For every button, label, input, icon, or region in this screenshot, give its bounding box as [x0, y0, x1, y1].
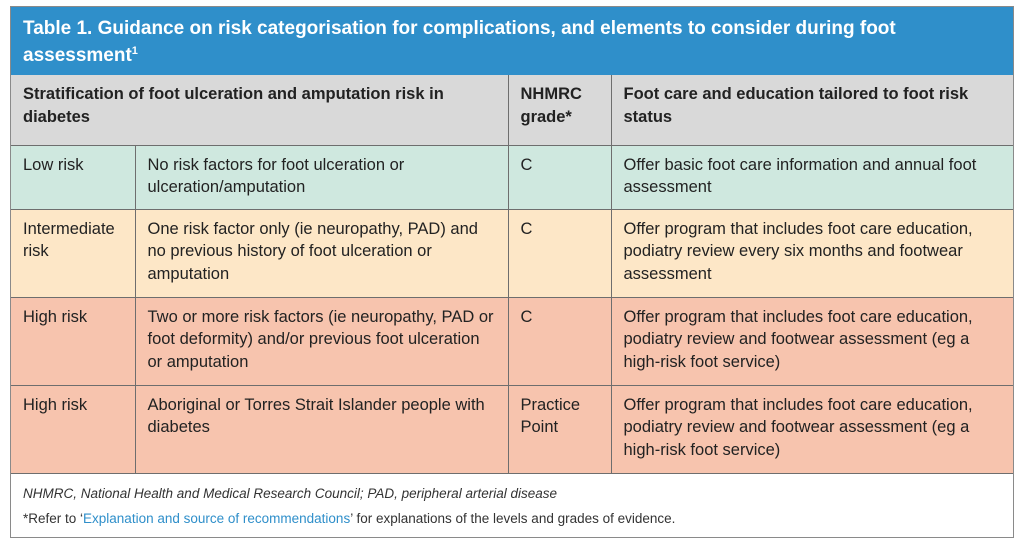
table-title — [11, 7, 1013, 75]
risk-category: Low risk — [11, 145, 135, 209]
foot-care-recommendation: Offer program that includes foot care education, podiatry review and footwear assessment (eg a high-risk foot service) — [611, 385, 1013, 473]
column-header-row — [11, 75, 1013, 145]
table-row — [11, 209, 1013, 297]
risk-description: One risk factor only (ie neuropathy, PAD) and no previous history of foot ulceration or amputation — [135, 209, 508, 297]
risk-table — [11, 75, 1013, 474]
table-frame — [10, 6, 1014, 538]
table-row — [11, 145, 1013, 209]
nhmrc-grade: C — [508, 209, 611, 297]
abbreviations-note: NHMRC, National Health and Medical Research Council; PAD, peripheral arterial disease — [23, 485, 557, 501]
nhmrc-grade: C — [508, 297, 611, 385]
recommendations-link[interactable]: Explanation and source of recommendations — [83, 510, 351, 526]
risk-category: High risk — [11, 385, 135, 473]
risk-description: Aboriginal or Torres Strait Islander people with diabetes — [135, 385, 508, 473]
column-header-care: Foot care and education tailored to foot risk status — [611, 75, 1013, 145]
title-reference: 1 — [131, 45, 138, 57]
foot-care-recommendation: Offer program that includes foot care education, podiatry review every six months and footwear assessment — [611, 209, 1013, 297]
table-row — [11, 385, 1013, 473]
footnote — [23, 509, 1013, 529]
table-title-text: Table 1. Guidance on risk categorisation for complications, and elements to consider during foot assessment — [23, 18, 896, 66]
table-row — [11, 297, 1013, 385]
table-notes — [11, 474, 1013, 529]
nhmrc-grade: Practice Point — [508, 385, 611, 473]
nhmrc-grade: C — [508, 145, 611, 209]
risk-category: Intermediate risk — [11, 209, 135, 297]
foot-care-recommendation: Offer program that includes foot care education, podiatry review and footwear assessment (eg a high-risk foot service) — [611, 297, 1013, 385]
foot-care-recommendation: Offer basic foot care information and annual foot assessment — [611, 145, 1013, 209]
footnote-prefix: *Refer to ‘ — [23, 510, 84, 526]
column-header-stratification: Stratification of foot ulceration and amputation risk in diabetes — [11, 75, 508, 145]
risk-description: No risk factors for foot ulceration or ulceration/amputation — [135, 145, 508, 209]
risk-category: High risk — [11, 297, 135, 385]
footnote-suffix: ’ for explanations of the levels and grades of evidence. — [350, 510, 676, 526]
column-header-grade: NHMRC grade* — [508, 75, 611, 145]
risk-description: Two or more risk factors (ie neuropathy, PAD or foot deformity) and/or previous foot ulceration or amputation — [135, 297, 508, 385]
